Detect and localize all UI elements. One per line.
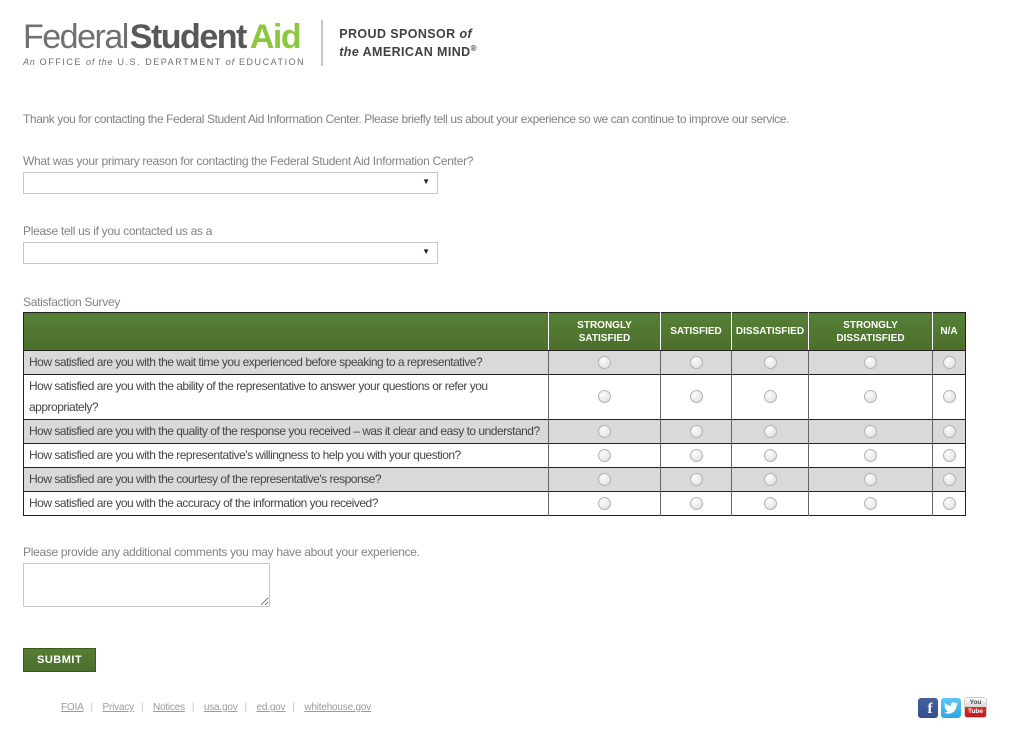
question2-label: Please tell us if you contacted us as a [23,224,213,238]
survey-row-wait-time [24,351,966,375]
footer-link-edgov[interactable]: ed.gov [256,702,286,713]
twitter-icon[interactable] [941,698,961,718]
radio-row4-satisfied[interactable] [690,449,703,462]
youtube-tube-text: Tube [965,707,986,717]
survey-row-accuracy [24,492,966,516]
radio-row3-na[interactable] [943,425,956,438]
logo-subtitle-ofthe: of the [86,56,114,67]
question1-dropdown-wrap [23,172,438,194]
radio-row5-strongly-dissatisfied[interactable] [864,473,877,486]
radio-row2-satisfied[interactable] [690,390,703,403]
radio-row5-strongly-satisfied[interactable] [598,473,611,486]
survey-header-empty [24,313,549,351]
survey-question: How satisfied are you with the courtesy of the representative's response? [24,468,549,492]
logo-subtitle-an: An [23,56,36,67]
registered-mark: ® [470,43,477,53]
radio-row3-strongly-satisfied[interactable] [598,425,611,438]
survey-row-courtesy [24,468,966,492]
survey-question: How satisfied are you with the quality of the response you received – was it clear and easy to understand? [24,420,549,444]
radio-row1-na[interactable] [943,356,956,369]
survey-row-ability [24,375,966,420]
survey-question: How satisfied are you with the ability of the representative to answer your questions or refer you appropriately? [24,375,549,420]
question1-label: What was your primary reason for contacting the Federal Student Aid Information Center? [23,154,474,168]
footer-link-usagov[interactable]: usa.gov [203,702,238,713]
radio-row1-strongly-dissatisfied[interactable] [864,356,877,369]
footer-separator: | [90,702,93,713]
radio-row5-satisfied[interactable] [690,473,703,486]
footer-separator: | [140,702,144,713]
radio-row5-dissatisfied[interactable] [764,473,777,486]
footer-link-whitehousegov[interactable]: whitehouse.gov [304,702,372,713]
proud-sponsor-tagline [339,25,477,61]
radio-row6-dissatisfied[interactable] [764,497,777,510]
radio-row5-na[interactable] [943,473,956,486]
submit-button[interactable]: SUBMIT [23,648,96,672]
footer [23,697,987,718]
logo-student-text: Student [129,17,246,56]
survey-header-strongly-dissatisfied: STRONGLY DISSATISFIED [809,313,933,351]
radio-row6-strongly-dissatisfied[interactable] [864,497,877,510]
footer-link-notices[interactable]: Notices [152,702,185,713]
question2-dropdown[interactable] [23,242,438,264]
radio-row6-strongly-satisfied[interactable] [598,497,611,510]
radio-row2-dissatisfied[interactable] [764,390,777,403]
survey-header-row [24,313,966,351]
survey-question: How satisfied are you with the representative's willingness to help you with your question? [24,444,549,468]
logo-subtitle-office: OFFICE [39,56,82,67]
youtube-you-text: You [965,698,986,707]
dropdown-arrow-icon: ▼ [422,247,430,256]
question1-dropdown[interactable] [23,172,438,194]
radio-row1-dissatisfied[interactable] [764,356,777,369]
radio-row6-satisfied[interactable] [690,497,703,510]
fsa-logo [23,17,306,67]
footer-separator: | [191,702,195,713]
footer-separator: | [244,702,247,713]
footer-link-privacy[interactable]: Privacy [102,702,134,713]
radio-row4-dissatisfied[interactable] [764,449,777,462]
radio-row2-strongly-satisfied[interactable] [598,390,611,403]
comments-textarea[interactable] [23,563,270,607]
footer-separator: | [292,702,295,713]
radio-row3-dissatisfied[interactable] [764,425,777,438]
radio-row4-strongly-dissatisfied[interactable] [864,449,877,462]
tagline-of: of [459,26,473,41]
radio-row6-na[interactable] [943,497,956,510]
satisfaction-survey-table [23,312,966,516]
radio-row3-strongly-dissatisfied[interactable] [864,425,877,438]
radio-row1-strongly-satisfied[interactable] [598,356,611,369]
logo-subtitle [23,58,305,67]
survey-row-quality [24,420,966,444]
radio-row2-na[interactable] [943,390,956,403]
facebook-icon[interactable] [918,698,938,718]
radio-row2-strongly-dissatisfied[interactable] [864,390,877,403]
survey-header-dissatisfied: DISSATISFIED [732,313,809,351]
radio-row1-satisfied[interactable] [690,356,703,369]
survey-header-strongly-satisfied: STRONGLY SATISFIED [549,313,661,351]
radio-row4-strongly-satisfied[interactable] [598,449,611,462]
logo-subtitle-education: EDUCATION [238,56,306,67]
logo-aid-text: Aid [249,17,301,56]
survey-header-satisfied: SATISFIED [661,313,732,351]
logo-divider [321,20,323,66]
survey-header-na: N/A [933,313,966,351]
masthead [23,14,1010,72]
question2-dropdown-wrap [23,242,438,264]
radio-row4-na[interactable] [943,449,956,462]
twitter-bird-icon [944,701,958,715]
footer-links [57,702,375,713]
logo-subtitle-of: of [225,56,235,67]
survey-question: How satisfied are you with the wait time you experienced before speaking to a representative? [24,351,549,375]
survey-question: How satisfied are you with the accuracy of the information you received? [24,492,549,516]
logo-subtitle-dept: U.S. DEPARTMENT [117,56,222,67]
dropdown-arrow-icon: ▼ [422,177,430,186]
tagline-line2: AMERICAN MIND [362,45,471,60]
tagline-the: the [339,45,360,60]
comments-label: Please provide any additional comments you may have about your experience. [23,545,420,559]
social-icons [918,697,987,718]
logo-federal-text: Federal [23,17,128,56]
tagline-line1: PROUD SPONSOR [339,26,456,41]
footer-link-foia[interactable]: FOIA [61,702,84,713]
survey-row-willingness [24,444,966,468]
youtube-icon[interactable] [964,697,987,718]
survey-title: Satisfaction Survey [23,295,121,309]
facebook-f-glyph: f [927,701,933,717]
intro-text: Thank you for contacting the Federal Student Aid Information Center. Please briefly tell us about your experience so we can continue to improve our service. [23,112,790,126]
radio-row3-satisfied[interactable] [690,425,703,438]
